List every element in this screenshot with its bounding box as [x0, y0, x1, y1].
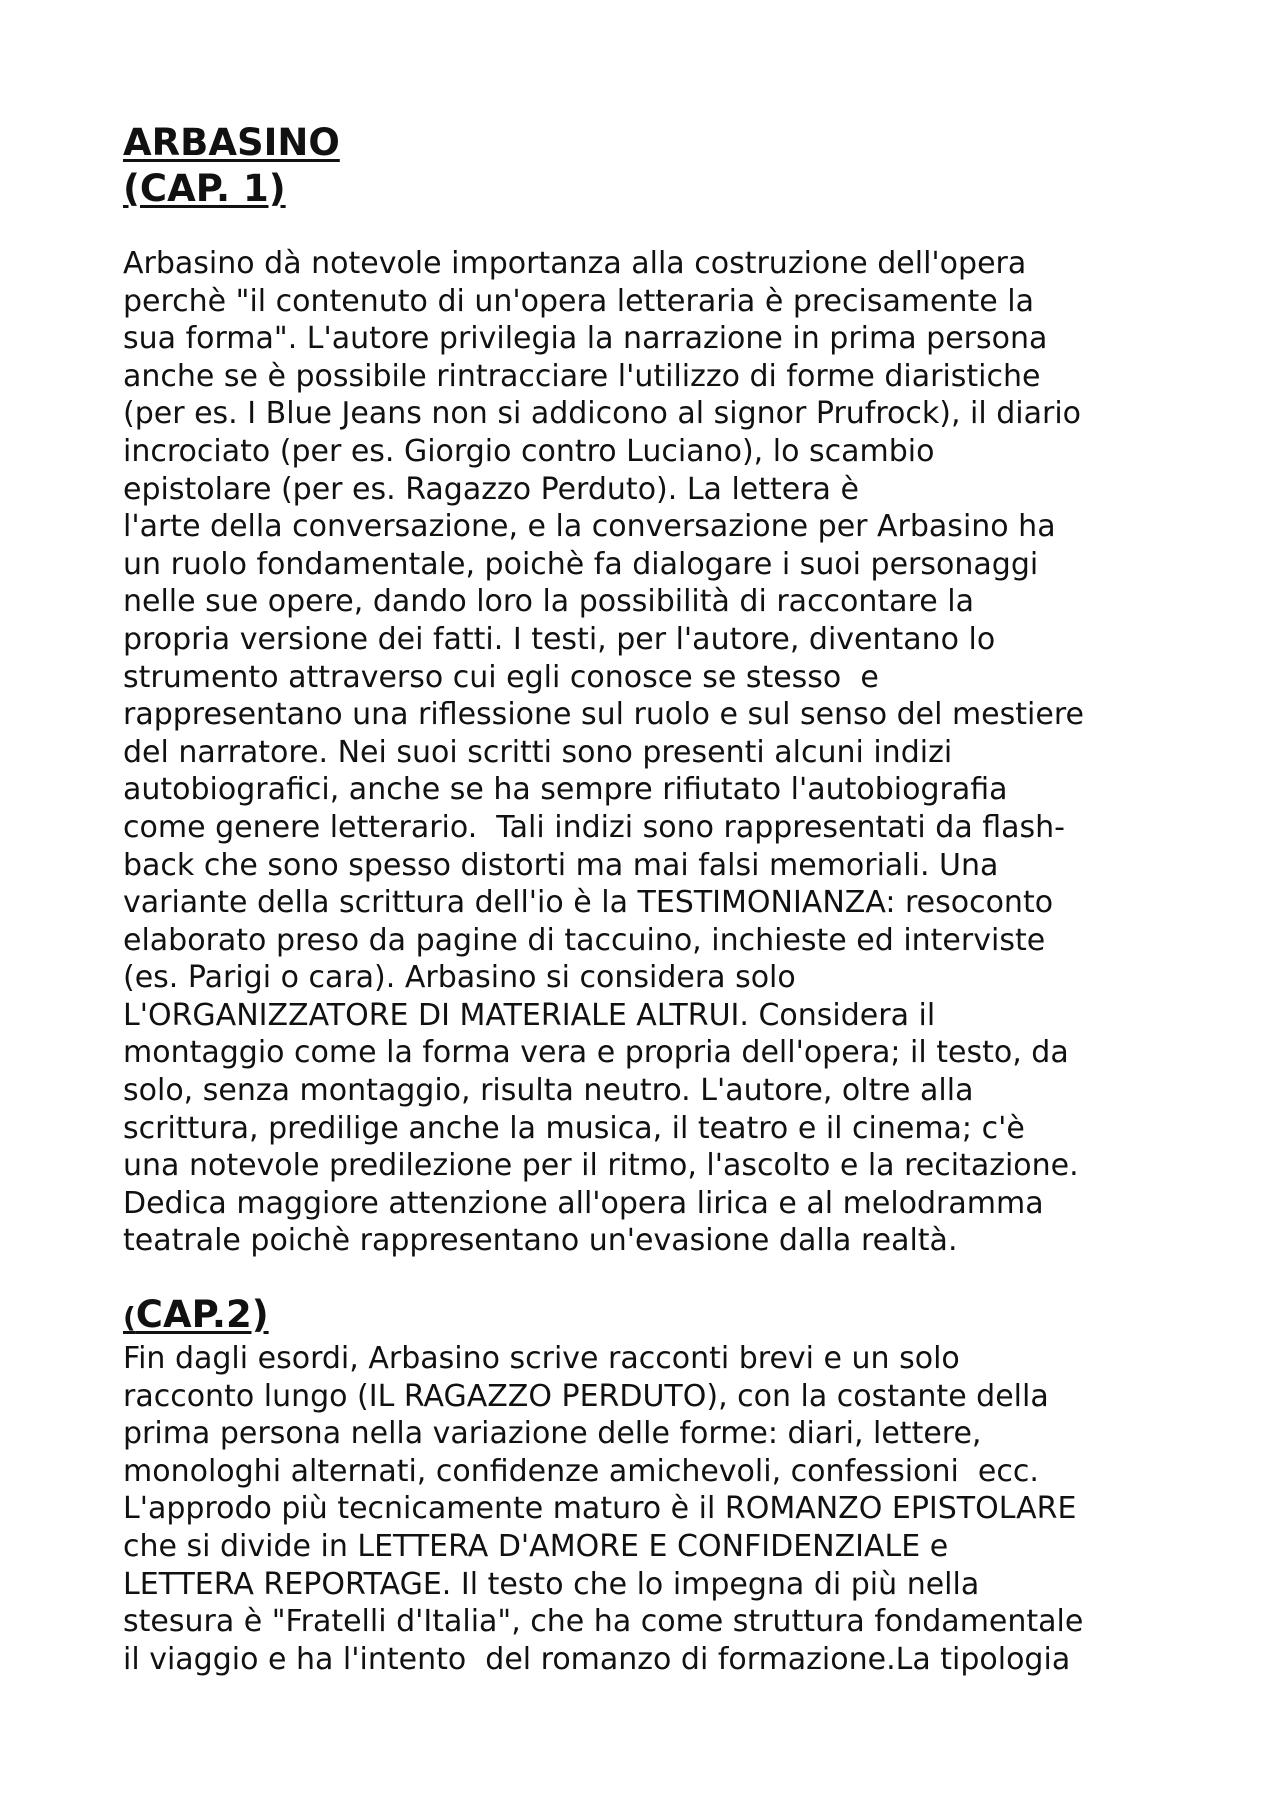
text-line: autobiografici, anche se ha sempre rifiutato l'autobiografia	[123, 772, 1008, 808]
text-line: (es. Parigi o cara). Arbasino si considera solo	[123, 960, 796, 996]
text-line: L'ORGANIZZATORE DI MATERIALE ALTRUI. Considera il	[123, 997, 936, 1033]
text-line: LETTERA REPORTAGE. Il testo che lo impegna di più nella	[123, 1566, 980, 1602]
text-line: propria versione dei fatti. I testi, per l'autore, diventano lo	[123, 621, 996, 657]
text-line: Fin dagli esordi, Arbasino scrive racconti brevi e un solo	[123, 1341, 960, 1377]
text-line: l'arte della conversazione, e la conversazione per Arbasino ha	[123, 509, 1056, 545]
heading-title: ARBASINO	[123, 121, 340, 164]
section-heading-chapter-2	[123, 1293, 1183, 1340]
text-line: solo, senza montaggio, risulta neutro. L'autore, oltre alla	[123, 1073, 974, 1109]
text-line: un ruolo fondamentale, poichè fa dialogare i suoi personaggi	[123, 546, 1039, 582]
text-line: perchè "il contenuto di un'opera letteraria è precisamente la	[123, 283, 1035, 319]
text-line: stesura è "Fratelli d'Italia", che ha come struttura fondamentale	[123, 1604, 1084, 1640]
text-line: elaborato preso da pagine di taccuino, inchieste ed interviste	[123, 922, 1046, 958]
text-line: Dedica maggiore attenzione all'opera lirica e al melodramma	[123, 1185, 1044, 1221]
text-line: (per es. I Blue Jeans non si addicono al signor Prufrock), il diario	[123, 396, 1082, 432]
paragraph-chapter-1	[123, 245, 1183, 1260]
section-heading-chapter-1	[123, 120, 1183, 212]
paragraph-chapter-2	[123, 1340, 1183, 1678]
text-line: sua forma". L'autore privilegia la narrazione in prima persona	[123, 321, 1048, 357]
text-line: monologhi alternati, confidenze amichevoli, confessioni ecc.	[123, 1453, 1039, 1489]
text-line: L'approdo più tecnicamente maturo è il ROMANZO EPISTOLARE	[123, 1491, 1077, 1527]
heading-chapter-label: (CAP. 1)	[123, 167, 286, 210]
text-line: come genere letterario. Tali indizi sono rappresentati da flash-	[123, 809, 1066, 845]
heading-chapter-label: CAP.2)	[135, 1293, 269, 1337]
text-line: epistolare (per es. Ragazzo Perduto). La lettera è	[123, 471, 859, 507]
text-line: anche se è possibile rintracciare l'utilizzo di forme diaristiche	[123, 358, 1041, 394]
text-line: prima persona nella variazione delle forme: diari, lettere,	[123, 1416, 982, 1452]
text-line: incrociato (per es. Giorgio contro Luciano), lo scambio	[123, 433, 935, 469]
text-line: racconto lungo (IL RAGAZZO PERDUTO), con la costante della	[123, 1378, 1049, 1414]
text-line: del narratore. Nei suoi scritti sono presenti alcuni indizi	[123, 734, 953, 770]
text-line: montaggio come la forma vera e propria dell'opera; il testo, da	[123, 1035, 1069, 1071]
text-line: back che sono spesso distorti ma mai falsi memoriali. Una	[123, 847, 999, 883]
text-line: nelle sue opere, dando loro la possibilità di raccontare la	[123, 584, 974, 620]
text-line: il viaggio e ha l'intento del romanzo di formazione.La tipologia	[123, 1641, 1071, 1677]
text-line: variante della scrittura dell'io è la TESTIMONIANZA: resoconto	[123, 885, 1054, 921]
text-line: rappresentano una riflessione sul ruolo e sul senso del mestiere	[123, 697, 1084, 733]
text-line: scrittura, predilige anche la musica, il teatro e il cinema; c'è	[123, 1110, 1025, 1146]
text-line: che si divide in LETTERA D'AMORE E CONFIDENZIALE e	[123, 1529, 949, 1564]
text-line: Arbasino dà notevole importanza alla costruzione dell'opera	[123, 246, 1027, 281]
text-line: strumento attraverso cui egli conosce se stesso e	[123, 659, 879, 695]
text-line: teatrale poichè rappresentano un'evasione dalla realtà.	[123, 1223, 958, 1259]
heading-open-paren: (	[123, 1301, 136, 1335]
text-line: una notevole predilezione per il ritmo, l'ascolto e la recitazione.	[123, 1148, 1079, 1184]
document-page	[123, 120, 1183, 1678]
